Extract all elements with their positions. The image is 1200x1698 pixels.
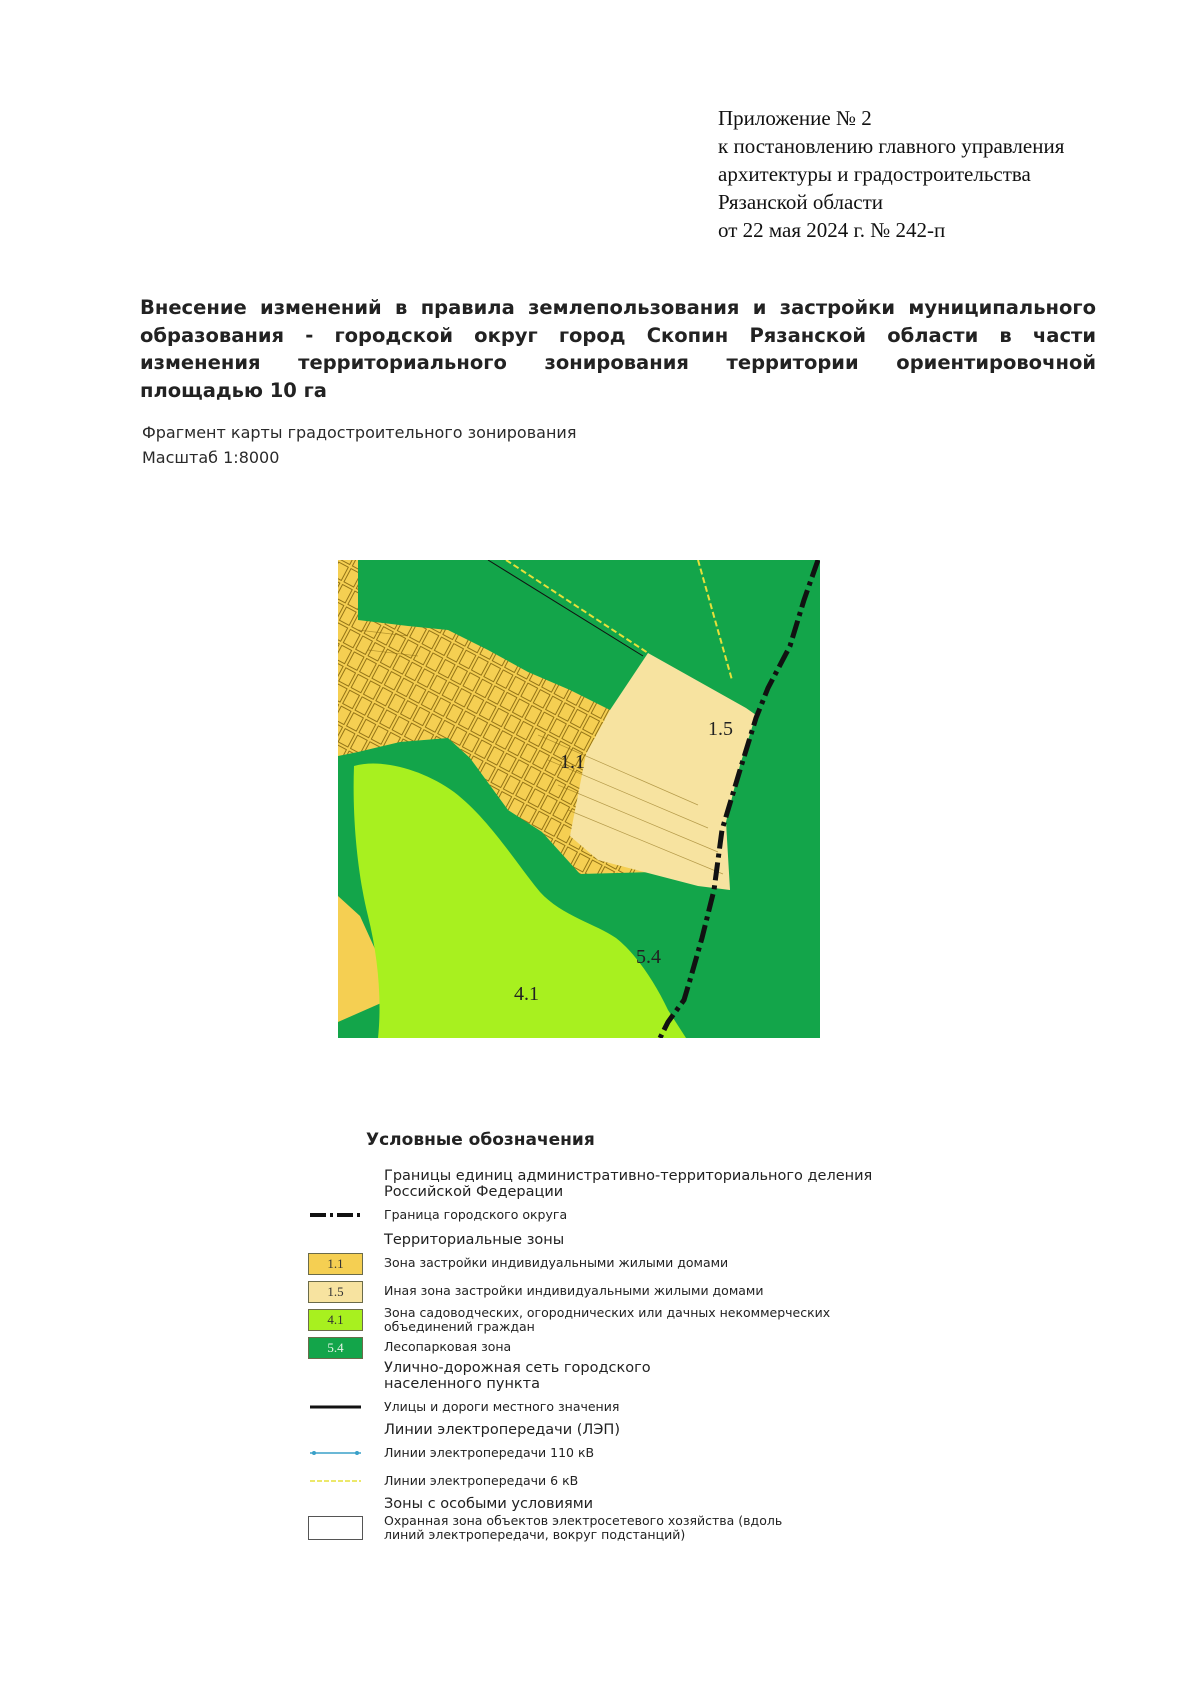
local-road-symbol (308, 1396, 363, 1418)
legend-special-heading: Зоны с особыми условиями (384, 1496, 594, 1512)
legend-power-6: Линии электропередачи 6 кВ (384, 1473, 579, 1488)
appendix-header (718, 104, 1064, 244)
power-6-symbol (308, 1470, 363, 1492)
legend-admin-heading: Границы единиц административно-территориального деления Российской Федерации (384, 1168, 873, 1200)
title-line-2: образования - городской округ город Скопин Рязанской области в части (140, 323, 1096, 347)
zoning-map (338, 560, 820, 1038)
zone-label-54: 5.4 (636, 946, 661, 968)
zone-41-swatch: 4.1 (308, 1309, 363, 1331)
appendix-line-2: к постановлению главного управления (718, 134, 1065, 158)
legend-city-border: Граница городского округа (384, 1207, 568, 1222)
appendix-line-3: архитектуры и градостроительства (718, 162, 1031, 186)
zone-11-swatch: 1.1 (308, 1253, 363, 1275)
zone-label-11: 1.1 (560, 751, 585, 773)
legend-roads-heading: Улично-дорожная сеть городского населенного пункта (384, 1360, 651, 1392)
document-title (140, 294, 1096, 404)
zone-label-15: 1.5 (708, 718, 733, 740)
city-border-symbol (308, 1204, 363, 1226)
title-line-3: изменения территориального зонирования территории ориентировочной (140, 351, 1096, 374)
legend-protection-zone: Охранная зона объектов электросетевого хозяйства (вдоль линий электропередачи, вокруг подстанций) (384, 1513, 783, 1542)
appendix-line-1: Приложение № 2 (718, 106, 872, 130)
legend-local-roads: Улицы и дороги местного значения (384, 1399, 620, 1414)
zone-15-swatch: 1.5 (308, 1281, 363, 1303)
appendix-line-4: Рязанской области (718, 190, 884, 214)
legend-zones-heading: Территориальные зоны (384, 1232, 565, 1248)
map-caption (142, 420, 576, 470)
title-line-1: Внесение изменений в правила землепользования и застройки муниципального (140, 296, 1096, 319)
map-scale: Масштаб 1:8000 (142, 448, 280, 467)
map-caption-fragment: Фрагмент карты градостроительного зонирования (142, 423, 577, 442)
legend-zone-15: Иная зона застройки индивидуальными жилыми домами (384, 1283, 764, 1298)
zone-54-swatch: 5.4 (308, 1337, 363, 1359)
legend-power-heading: Линии электропередачи (ЛЭП) (384, 1422, 620, 1438)
appendix-line-5: от 22 мая 2024 г. № 242-п (718, 218, 946, 242)
legend-zone-54: Лесопарковая зона (384, 1339, 512, 1354)
legend-power-110: Линии электропередачи 110 кВ (384, 1445, 595, 1460)
legend-zone-11: Зона застройки индивидуальными жилыми домами (384, 1255, 729, 1270)
legend-title: Условные обозначения (366, 1130, 595, 1150)
power-110-symbol (308, 1442, 363, 1464)
legend-zone-41: Зона садоводческих, огороднических или дачных некоммерческих объединений граждан (384, 1305, 831, 1334)
title-line-4: площадью 10 га (140, 378, 327, 402)
zone-label-41: 4.1 (514, 983, 539, 1005)
protection-zone-swatch (308, 1516, 363, 1540)
